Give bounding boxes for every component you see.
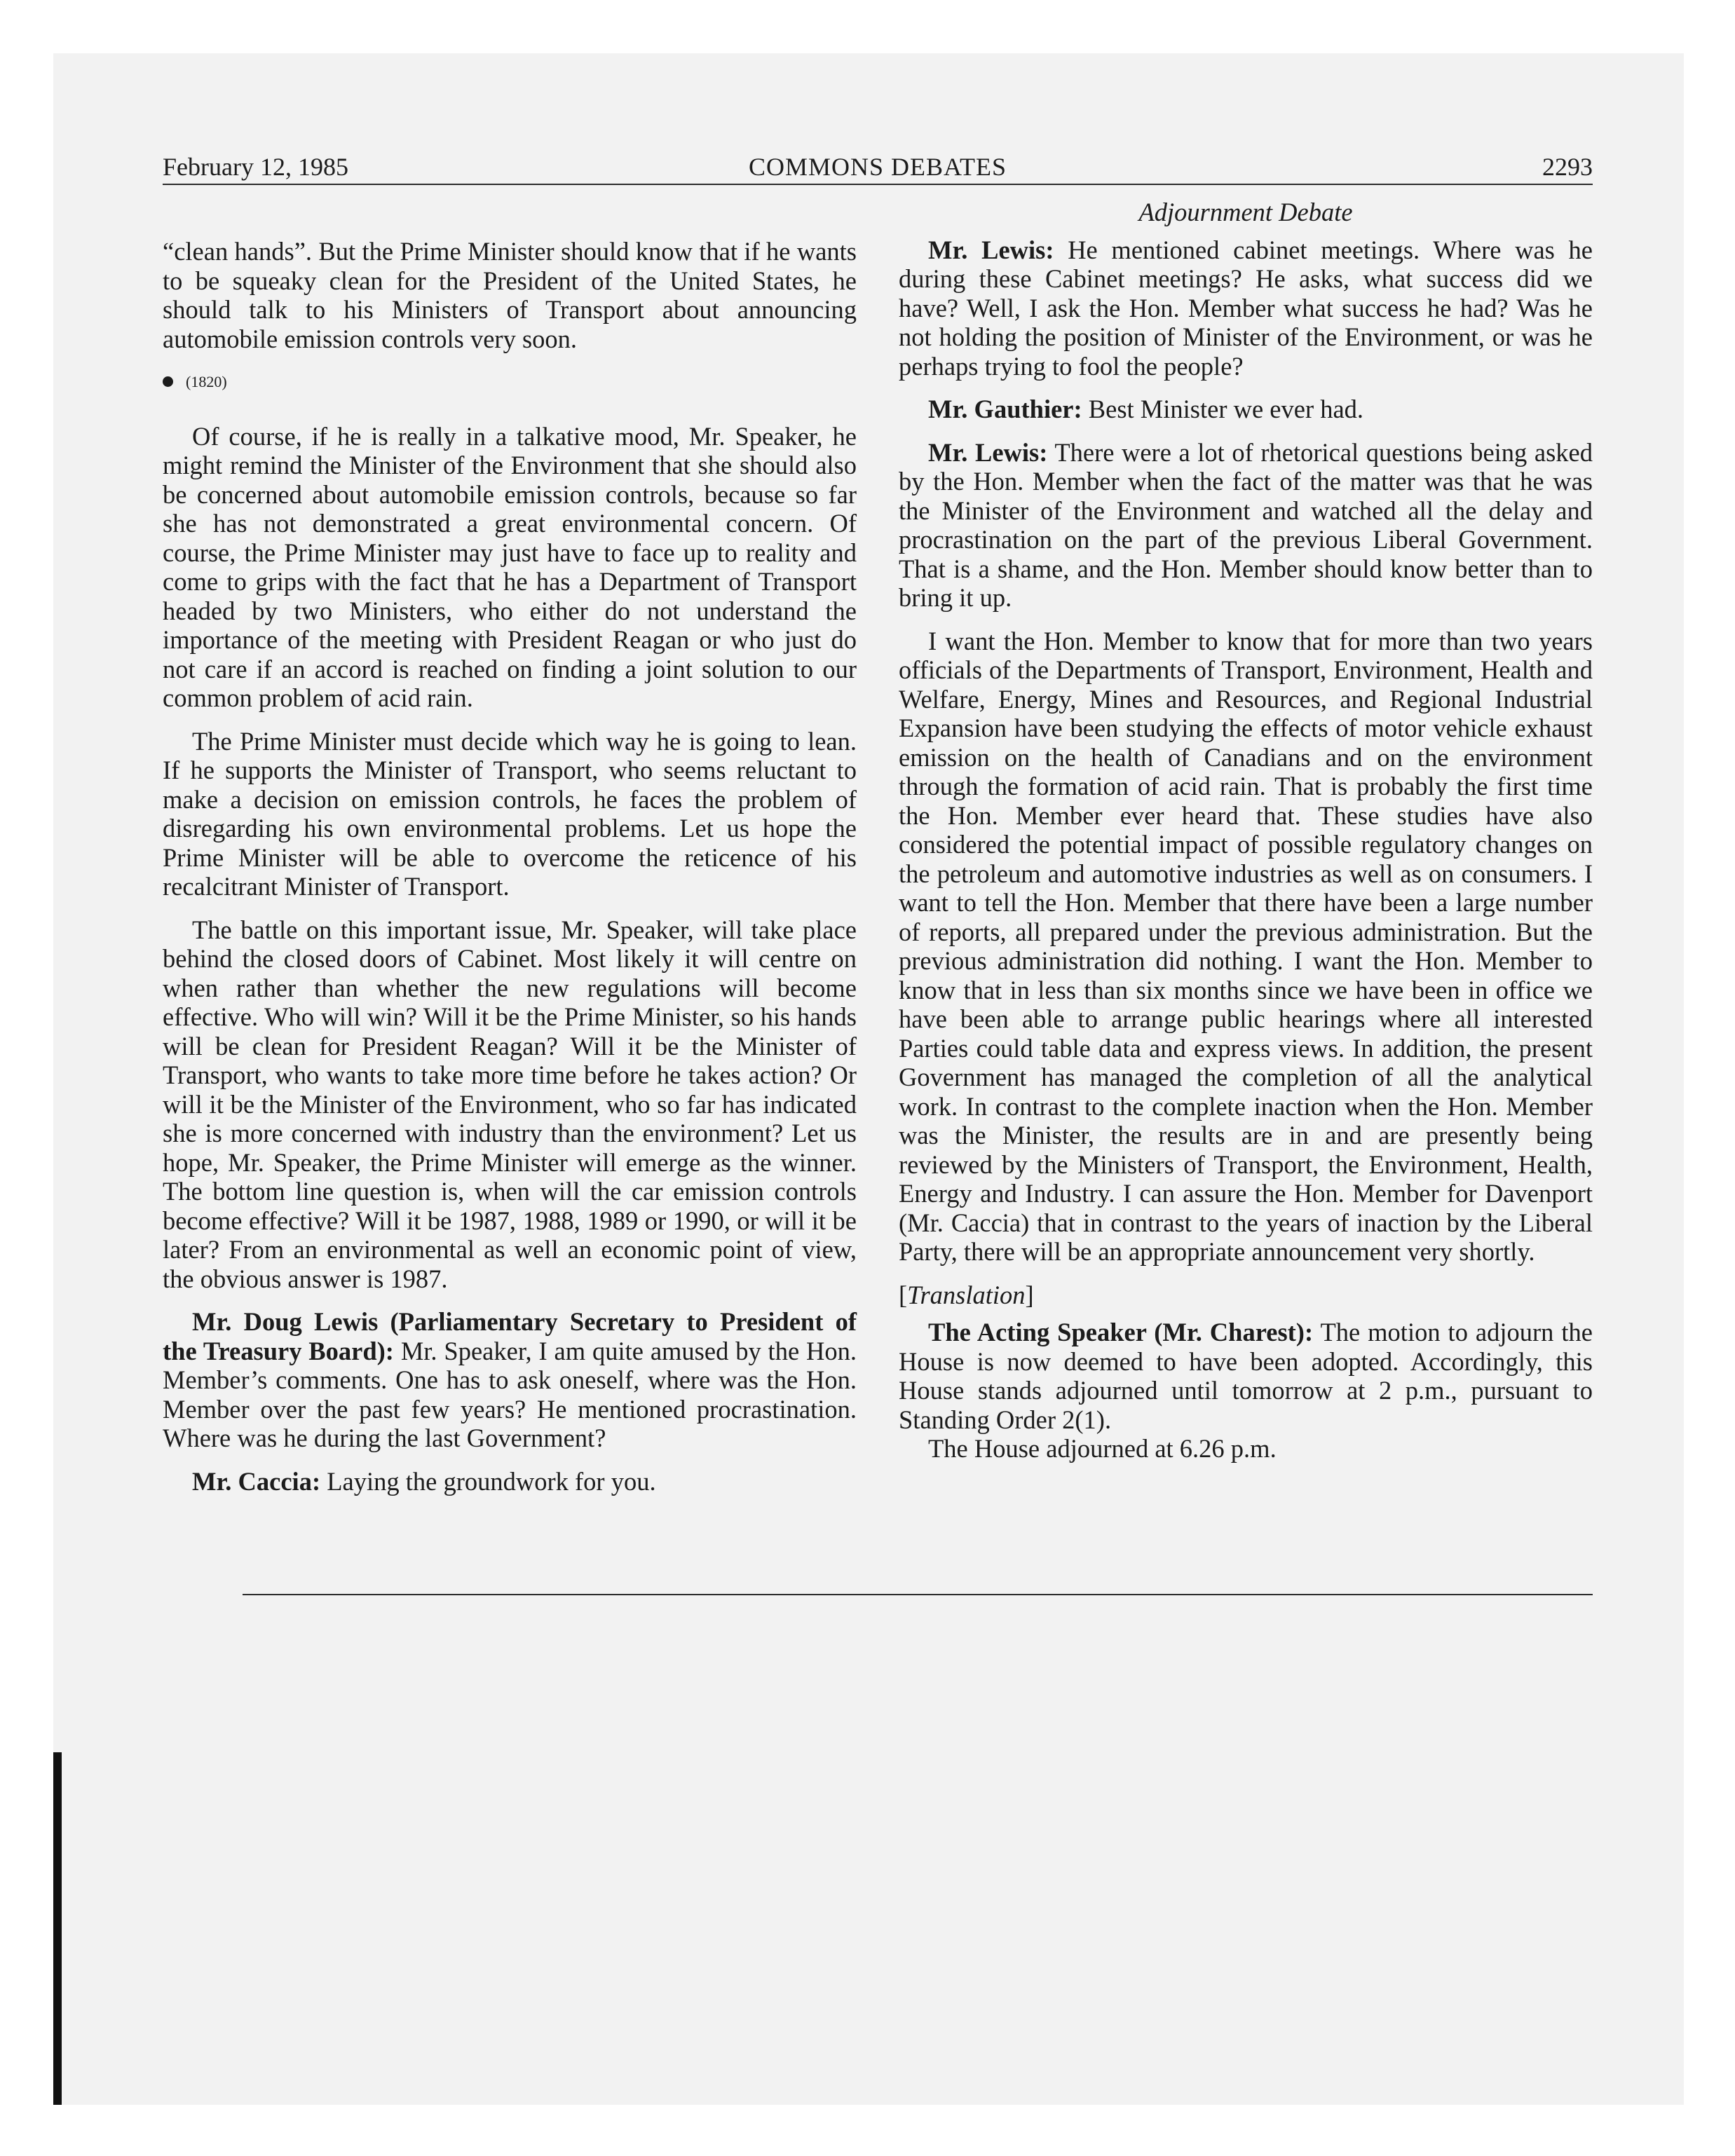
paragraph-acting-speaker: [899, 1318, 1593, 1434]
paragraph-decide-lean: The Prime Minister must decide which way he is going to lean. If he supports the Minister of Transport, who seems reluctant to make a decision on emission controls, he faces the problem of disregarding his own environmental problems. Let us hope the Prime Minister will be able to overcome the reticence of his recalcitrant Minister of Transport.: [163, 726, 857, 901]
header-publication: COMMONS DEBATES: [748, 153, 1007, 181]
paragraph-lewis-cabinet: [899, 236, 1593, 381]
bullet-icon: [163, 376, 173, 387]
speaker-name: Mr. Lewis:: [928, 235, 1054, 264]
speaker-name: Mr. Lewis:: [928, 437, 1048, 467]
paragraph-lewis-rhetorical: [899, 438, 1593, 613]
time-marker: [163, 367, 857, 397]
right-column: [899, 198, 1593, 1464]
paragraph-doug-lewis: [163, 1307, 857, 1453]
speech-text: Laying the groundwork for you.: [320, 1466, 656, 1496]
scan-edge-shadow: [53, 1752, 62, 2105]
speech-text: He mentioned cabinet meetings. Where was he during these Cabinet meetings? He asks, what success did we have? Well, I ask the Hon. Member what success he had? Was he not holding the position of Minister of the Environment, or was he perhaps trying to fool the people?: [899, 235, 1593, 381]
speaker-name: Mr. Caccia:: [192, 1466, 321, 1496]
paragraph-clean-hands: “clean hands”. But the Prime Minister should know that if he wants to be squeaky clean for the President of the United States, he should talk to his Ministers of Transport about announcing automobile emission controls very soon.: [163, 237, 857, 353]
paragraph-caccia: [163, 1467, 857, 1496]
time-marker-text: (1820): [186, 373, 227, 390]
paragraph-battle: The battle on this important issue, Mr. Speaker, will take place behind the closed doors of Cabinet. Most likely it will centre on when rather than whether the new regulations will become effective. Who will win? Will it be the Prime Minister, so his hands will be clean for President Reagan? Will it be the Minister of Transport, who wants to take more time before he takes action? Or will it be the Minister of the Environment, who so far has indicated she is more concerned with industry than the environment? Let us hope, Mr. Speaker, the Prime Minister will emerge as the winner. The bottom line question is, when will the car emission controls become effective? Will it be 1987, 1988, 1989 or 1990, or will it be later? From an environmental as well an economic point of view, the obvious answer is 1987.: [163, 915, 857, 1293]
speaker-name: Mr. Doug Lewis (Parliamentary Secretary to President of the Treasury Board):: [163, 1307, 857, 1365]
speech-text: The motion to adjourn the House is now deemed to have been adopted. Accordingly, this House stands adjourned until tomorrow at 2 p.m., pursuant to Standing Order 2(1).: [899, 1318, 1593, 1434]
paragraph-talkative-mood: Of course, if he is really in a talkative mood, Mr. Speaker, he might remind the Minister of the Environment that she should also be concerned about automobile emission controls, because so far she has not demonstrated a great environmental concern. Of course, the Prime Minister may just have to face up to reality and come to grips with the fact that he has a Department of Transport headed by two Ministers, who either do not understand the importance of the meeting with President Reagan or who just do not care if an accord is reached on finding a joint solution to our common problem of acid rain.: [163, 421, 857, 712]
paragraph-adjourned: The House adjourned at 6.26 p.m.: [928, 1434, 1277, 1463]
translation-label: [Translation]: [899, 1280, 1034, 1309]
speaker-name: Mr. Gauthier:: [928, 395, 1082, 423]
page-header: [163, 149, 1593, 185]
speaker-name: The Acting Speaker (Mr. Charest):: [928, 1318, 1314, 1346]
speech-text: Best Minister we ever had.: [1082, 395, 1364, 423]
section-title: Adjournment Debate: [1138, 198, 1353, 226]
paragraph-gauthier: [899, 395, 1593, 424]
header-page-number: 2293: [1542, 153, 1593, 181]
footer-rule: [243, 1594, 1593, 1595]
left-column: [163, 237, 857, 1496]
speech-text: There were a lot of rhetorical questions being asked by the Hon. Member when the fact of the matter was that he was the Minister of the Environment and watched all the delay and procrastination on the part of the previous Liberal Government. That is a shame, and the Hon. Member should know better than to bring it up.: [899, 437, 1593, 612]
header-date: February 12, 1985: [163, 153, 348, 181]
header-rule: [163, 184, 1593, 185]
paragraph-officials-studies: I want the Hon. Member to know that for more than two years officials of the Departments of Transport, Environment, Health and Welfare, Energy, Mines and Resources, and Regional Industrial Expansion have been studying the effects of motor vehicle exhaust emission on the health of Canadians and on the environment through the formation of acid rain. That is probably the first time the Hon. Member ever heard that. These studies have also considered the potential impact of possible regulatory changes on the petroleum and automotive industries as well as on consumers. I want to tell the Hon. Member that there have been a large number of reports, all prepared under the previous administration. But the previous administration did nothing. I want the Hon. Member to know that in less than six months since we have been in office we have been able to arrange public hearings where all interested Parties could table data and express views. In addition, the present Government has managed the completion of all the analytical work. In contrast to the complete inaction when the Hon. Member was the Minister, the results are in and are presently being reviewed by the Ministers of Transport, the Environment, Health, Energy and Industry. I can assure the Hon. Member for Davenport (Mr. Caccia) that in contrast to the years of inaction by the Liberal Party, there will be an appropriate announcement very shortly.: [899, 626, 1593, 1266]
speech-text: Mr. Speaker, I am quite amused by the Hon. Member’s comments. One has to ask oneself, where was the Hon. Member over the past few years? He mentioned procrastination. Where was he during the last Government?: [163, 1336, 857, 1452]
translation-label-text: Translation: [907, 1280, 1026, 1309]
